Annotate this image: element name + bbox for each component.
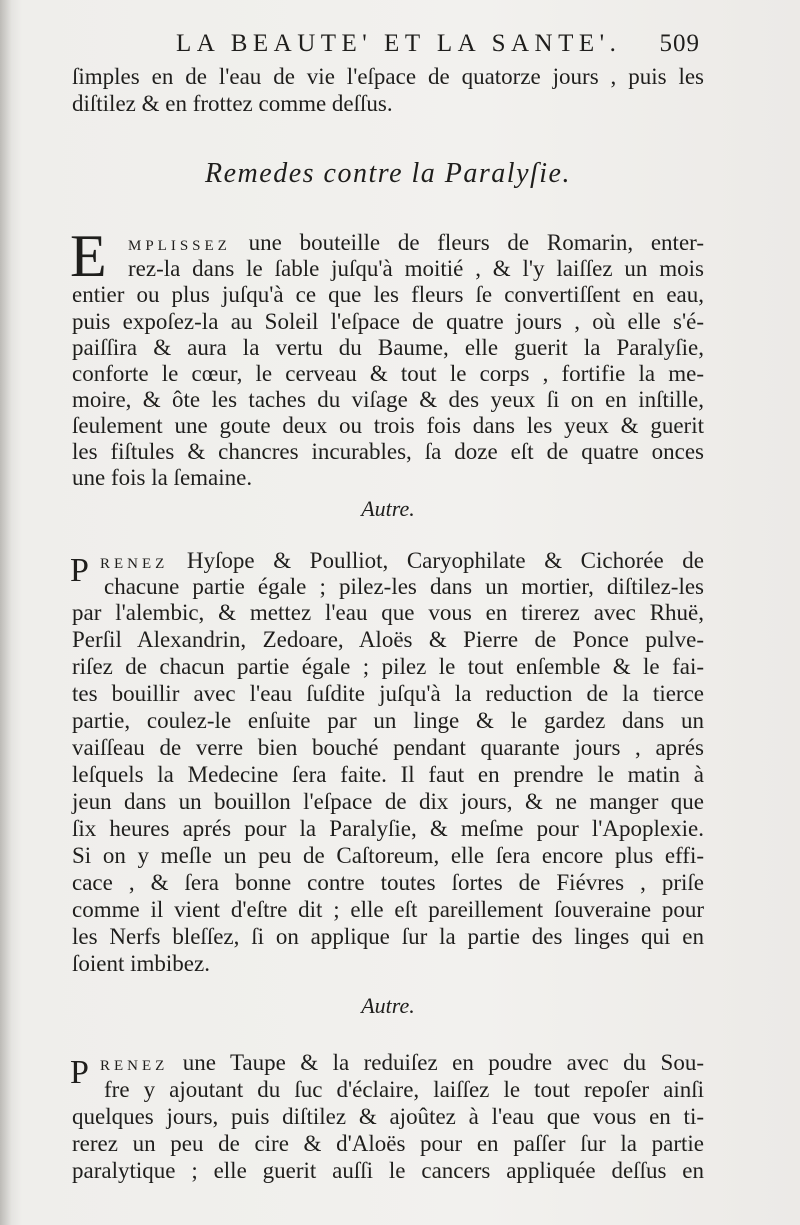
text-line: Perſil Alexandrin, Zedoare, Aloës & Pierre de Ponce pulve-: [72, 627, 704, 652]
text-line: cace , & ſera bonne contre toutes ſortes de Fiévres , priſe: [72, 870, 704, 895]
text-line: rez-la dans le ſable juſqu'à moitié , & l'y laiſſez un mois: [128, 256, 704, 281]
running-head-title: LA BEAUTE' ET LA SANTE'.: [176, 30, 622, 57]
section-heading: Remedes contre la Paralyſie.: [205, 158, 571, 189]
subheading: Autre.: [361, 496, 415, 521]
text-line: les Nerfs bleſſez, ſi on applique ſur la partie des linges qui en: [72, 924, 704, 949]
text-line: paiſſira & aura la vertu du Baume, elle guerit la Paralyſie,: [72, 335, 704, 360]
text-line: ſimples en de l'eau de vie l'eſpace de quatorze jours , puis les: [72, 64, 704, 89]
text-line: ſix heures aprés pour la Paralyſie, & meſme pour l'Apoplexie.: [72, 816, 704, 841]
paragraph-first-line: [100, 1050, 704, 1079]
page-number: 509: [659, 30, 700, 57]
text-line: partie, coulez-le enſuite par un linge & le gardez dans un: [72, 708, 704, 733]
text-line: vaiſſeau de verre bien bouché pendant quarante jours , aprés: [72, 735, 704, 760]
page-gutter: [0, 0, 12, 1225]
text-line: tes bouillir avec l'eau ſuſdite juſqu'à la reduction de la tierce: [72, 681, 704, 706]
text-line: une Taupe & la reduiſez en poudre avec du Sou-: [182, 1050, 705, 1075]
subheading: Autre.: [361, 993, 415, 1018]
text-line: fre y ajoutant du ſuc d'éclaire, laiſſez le tout repoſer ainſi: [104, 1077, 704, 1102]
text-line: par l'alembic, & mettez l'eau que vous en tirerez avec Rhuë,: [72, 600, 704, 625]
text-line: une bouteille de fleurs de Romarin, enter-: [248, 230, 705, 255]
text-line: puis expoſez-la au Soleil l'eſpace de quatre jours , où elle s'é-: [72, 309, 704, 334]
text-line: diſtilez & en frottez comme deſſus.: [72, 91, 393, 116]
text-line: leſquels la Medecine ſera faite. Il faut en prendre le matin à: [72, 762, 704, 787]
text-line: comme il vient d'eſtre dit ; elle eſt pareillement ſouveraine pour: [72, 897, 704, 922]
paragraph-first-line: [100, 548, 704, 577]
text-line: paralytique ; elle guerit auſſi le cancers appliquée deſſus en: [72, 1158, 704, 1183]
text-line: conforte le cœur, le cerveau & tout le corps , fortifie la me-: [72, 361, 704, 386]
text-line: entier ou plus juſqu'à ce que les fleurs ſe convertiſſent en eau,: [72, 282, 704, 307]
drop-cap: E: [70, 223, 107, 289]
text-line: quelques jours, puis diſtilez & ajoûtez à l'eau que vous en ti-: [72, 1104, 704, 1129]
text-line: les fiſtules & chancres incurables, ſa doze eſt de quatre onces: [72, 439, 704, 464]
text-line: chacune partie égale ; pilez-les dans un mortier, diſtilez-les: [104, 574, 704, 599]
opening-small-caps: RENEZ: [100, 1058, 169, 1074]
text-line: une fois la ſemaine.: [72, 465, 253, 490]
opening-small-caps: MPLISSEZ: [128, 238, 231, 254]
text-line: rerez un peu de cire & d'Aloës pour en paſſer ſur la partie: [72, 1131, 704, 1156]
text-line: moire, & ôte les taches du viſage & des yeux ſi on en inſtille,: [72, 387, 704, 412]
running-head: [176, 30, 700, 64]
text-line: Si on y meſle un peu de Caſtoreum, elle ſera encore plus effi-: [72, 843, 704, 868]
drop-cap: P: [70, 1054, 89, 1091]
text-line: riſez de chacun partie égale ; pilez le tout enſemble & le fai-: [72, 654, 704, 679]
text-line: jeun dans un bouillon l'eſpace de dix jours, & ne manger que: [72, 789, 704, 814]
text-line: Hyſope & Poulliot, Caryophilate & Cichorée de: [186, 548, 704, 573]
opening-small-caps: RENEZ: [100, 556, 169, 572]
paragraph-first-line: [128, 230, 704, 259]
drop-cap: P: [70, 552, 89, 589]
text-line: ſeulement une goute deux ou trois fois dans les yeux & guerit: [72, 413, 704, 438]
text-line: ſoient imbibez.: [72, 951, 210, 976]
